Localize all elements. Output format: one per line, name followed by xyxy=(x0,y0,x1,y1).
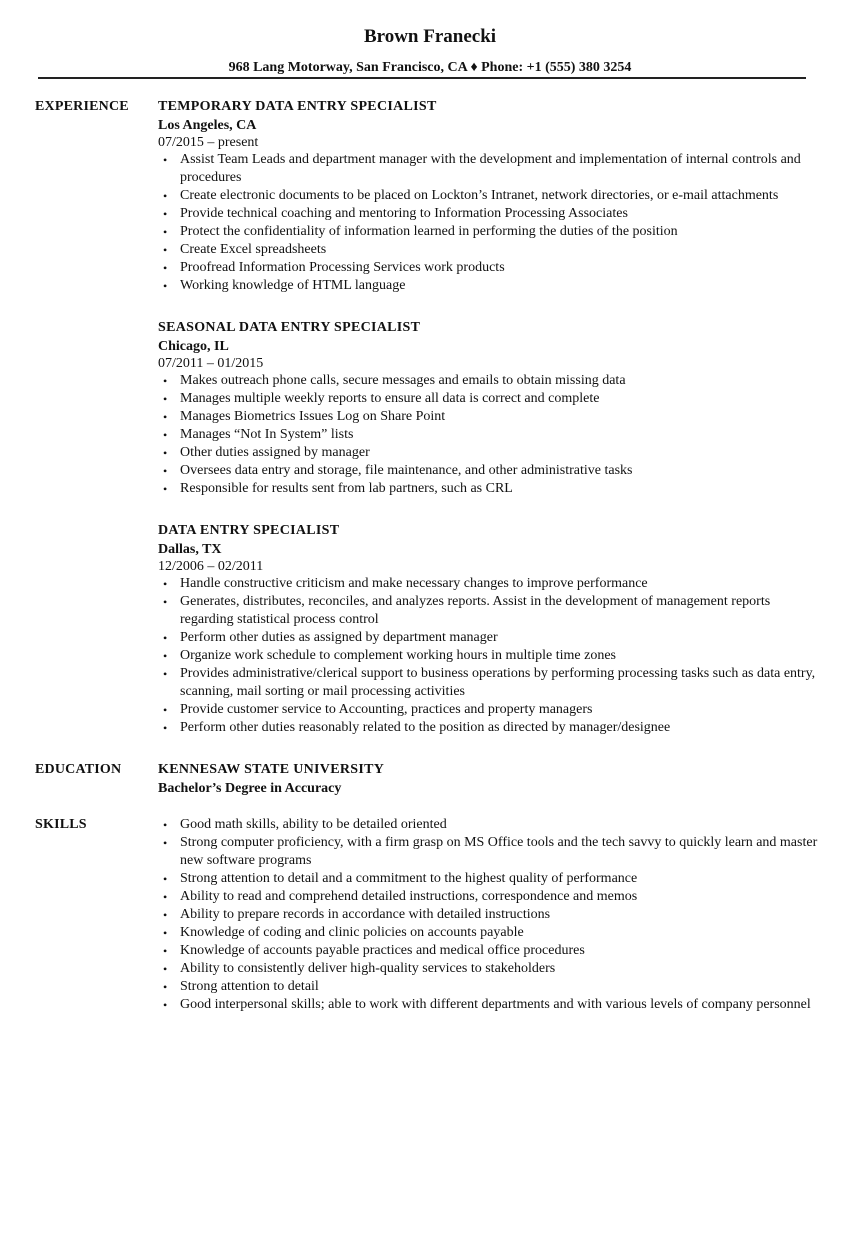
list-item xyxy=(158,187,818,205)
bullet-text: Organize work schedule to complement working hours in multiple time zones xyxy=(180,648,616,663)
job-dates: 07/2011 – 01/2015 xyxy=(158,356,264,371)
bullet-icon: • xyxy=(163,392,168,406)
bullet-icon: • xyxy=(163,261,168,275)
list-item xyxy=(158,426,818,444)
job-location: Los Angeles, CA xyxy=(158,118,257,133)
bullet-icon: • xyxy=(163,482,168,496)
bullet-icon: • xyxy=(163,703,168,717)
bullet-icon: • xyxy=(163,667,168,681)
list-item xyxy=(158,575,818,593)
job-duties-list xyxy=(158,575,818,737)
list-item xyxy=(158,870,818,888)
bullet-icon: • xyxy=(163,410,168,424)
job-entry xyxy=(158,319,818,498)
list-item xyxy=(158,816,818,834)
list-item xyxy=(158,277,818,295)
list-item xyxy=(158,462,818,480)
skills-heading: SKILLS xyxy=(35,817,87,832)
list-item xyxy=(158,480,818,498)
list-item xyxy=(158,647,818,665)
skills-section xyxy=(0,816,860,1014)
bullet-icon: • xyxy=(163,189,168,203)
list-item xyxy=(158,390,818,408)
list-item xyxy=(158,151,818,187)
bullet-icon: • xyxy=(163,944,168,958)
bullet-icon: • xyxy=(163,872,168,886)
bullet-text: Oversees data entry and storage, file maintenance, and other administrative tasks xyxy=(180,463,633,478)
list-item xyxy=(158,593,818,629)
skill-text: Good interpersonal skills; able to work with different departments and with various levels of company personnel xyxy=(180,997,811,1012)
bullet-text: Proofread Information Processing Services work products xyxy=(180,260,505,275)
list-item xyxy=(158,259,818,277)
bullet-text: Provides administrative/clerical support to business operations by performing processing tasks such as data entry, scanning, mail sorting or mail processing activities xyxy=(180,666,816,699)
experience-heading: EXPERIENCE xyxy=(35,99,129,114)
job-title: TEMPORARY DATA ENTRY SPECIALIST xyxy=(158,99,437,114)
bullet-text: Manages “Not In System” lists xyxy=(180,427,354,442)
bullet-icon: • xyxy=(163,962,168,976)
bullet-icon: • xyxy=(163,374,168,388)
list-item xyxy=(158,834,818,870)
bullet-icon: • xyxy=(163,279,168,293)
bullet-icon: • xyxy=(163,631,168,645)
job-duties-list xyxy=(158,151,818,295)
job-entry xyxy=(158,522,818,737)
job-location: Chicago, IL xyxy=(158,339,229,354)
bullet-icon: • xyxy=(163,446,168,460)
skill-text: Strong attention to detail xyxy=(180,979,319,994)
bullet-text: Handle constructive criticism and make necessary changes to improve performance xyxy=(180,576,648,591)
list-item xyxy=(158,629,818,647)
education-heading: EDUCATION xyxy=(35,762,122,777)
bullet-icon: • xyxy=(163,908,168,922)
job-location: Dallas, TX xyxy=(158,542,222,557)
education-section xyxy=(0,761,860,798)
list-item xyxy=(158,205,818,223)
list-item xyxy=(158,665,818,701)
skills-list xyxy=(158,816,818,1014)
bullet-text: Create Excel spreadsheets xyxy=(180,242,327,257)
bullet-text: Generates, distributes, reconciles, and analyzes reports. Assist in the development of management reports regarding statistical process control xyxy=(180,594,771,627)
skill-text: Knowledge of accounts payable practices and medical office procedures xyxy=(180,943,585,958)
bullet-icon: • xyxy=(163,890,168,904)
job-entry xyxy=(158,98,818,295)
bullet-text: Makes outreach phone calls, secure messages and emails to obtain missing data xyxy=(180,373,626,388)
contact-line: 968 Lang Motorway, San Francisco, CA ♦ Phone: +1 (555) 380 3254 xyxy=(228,60,632,75)
list-item xyxy=(158,719,818,737)
skill-text: Strong attention to detail and a commitment to the highest quality of performance xyxy=(180,871,638,886)
job-dates: 12/2006 – 02/2011 xyxy=(158,559,264,574)
list-item xyxy=(158,408,818,426)
list-item xyxy=(158,906,818,924)
list-item xyxy=(158,996,818,1014)
bullet-text: Manages Biometrics Issues Log on Share Point xyxy=(180,409,446,424)
bullet-icon: • xyxy=(163,243,168,257)
candidate-name: Brown Franecki xyxy=(363,26,497,47)
job-title: SEASONAL DATA ENTRY SPECIALIST xyxy=(158,320,421,335)
list-item xyxy=(158,942,818,960)
bullet-icon: • xyxy=(163,153,168,167)
bullet-icon: • xyxy=(163,464,168,478)
list-item xyxy=(158,444,818,462)
skill-text: Good math skills, ability to be detailed oriented xyxy=(180,817,447,832)
bullet-icon: • xyxy=(163,926,168,940)
bullet-icon: • xyxy=(163,998,168,1012)
bullet-icon: • xyxy=(163,595,168,609)
bullet-icon: • xyxy=(163,577,168,591)
list-item xyxy=(158,960,818,978)
degree-name: Bachelor’s Degree in Accuracy xyxy=(158,781,342,796)
skill-text: Ability to read and comprehend detailed instructions, correspondence and memos xyxy=(180,889,638,904)
school-name: KENNESAW STATE UNIVERSITY xyxy=(158,762,385,777)
job-title: DATA ENTRY SPECIALIST xyxy=(158,523,340,538)
bullet-icon: • xyxy=(163,428,168,442)
bullet-icon: • xyxy=(163,836,168,850)
bullet-text: Perform other duties as assigned by department manager xyxy=(180,630,498,645)
skill-text: Ability to consistently deliver high-quality services to stakeholders xyxy=(180,961,556,976)
resume-content xyxy=(0,98,860,1014)
bullet-text: Responsible for results sent from lab partners, such as CRL xyxy=(180,481,513,496)
bullet-text: Provide technical coaching and mentoring to Information Processing Associates xyxy=(180,206,628,221)
skill-text: Ability to prepare records in accordance with detailed instructions xyxy=(180,907,551,922)
bullet-icon: • xyxy=(163,207,168,221)
list-item xyxy=(158,978,818,996)
list-item xyxy=(158,924,818,942)
list-item xyxy=(158,241,818,259)
list-item xyxy=(158,701,818,719)
skill-text: Knowledge of coding and clinic policies on accounts payable xyxy=(180,925,524,940)
list-item xyxy=(158,223,818,241)
bullet-text: Working knowledge of HTML language xyxy=(180,278,406,293)
skill-text: Strong computer proficiency, with a firm grasp on MS Office tools and the tech savvy to quickly learn and master new software programs xyxy=(180,835,818,868)
bullet-text: Protect the confidentiality of information learned in performing the duties of the position xyxy=(180,224,678,239)
bullet-icon: • xyxy=(163,649,168,663)
bullet-icon: • xyxy=(163,225,168,239)
bullet-text: Assist Team Leads and department manager with the development and implementation of internal controls and procedures xyxy=(180,152,801,185)
bullet-icon: • xyxy=(163,721,168,735)
bullet-icon: • xyxy=(163,818,168,832)
experience-section xyxy=(0,98,860,737)
bullet-text: Provide customer service to Accounting, practices and property managers xyxy=(180,702,593,717)
list-item xyxy=(158,888,818,906)
bullet-text: Perform other duties reasonably related to the position as directed by manager/designee xyxy=(180,720,671,735)
job-dates: 07/2015 – present xyxy=(158,135,259,150)
bullet-text: Create electronic documents to be placed on Lockton’s Intranet, network directories, or e-mail attachments xyxy=(180,188,779,203)
header-divider xyxy=(38,77,806,79)
bullet-text: Other duties assigned by manager xyxy=(180,445,370,460)
bullet-text: Manages multiple weekly reports to ensure all data is correct and complete xyxy=(180,391,600,406)
bullet-icon: • xyxy=(163,980,168,994)
job-duties-list xyxy=(158,372,818,498)
list-item xyxy=(158,372,818,390)
